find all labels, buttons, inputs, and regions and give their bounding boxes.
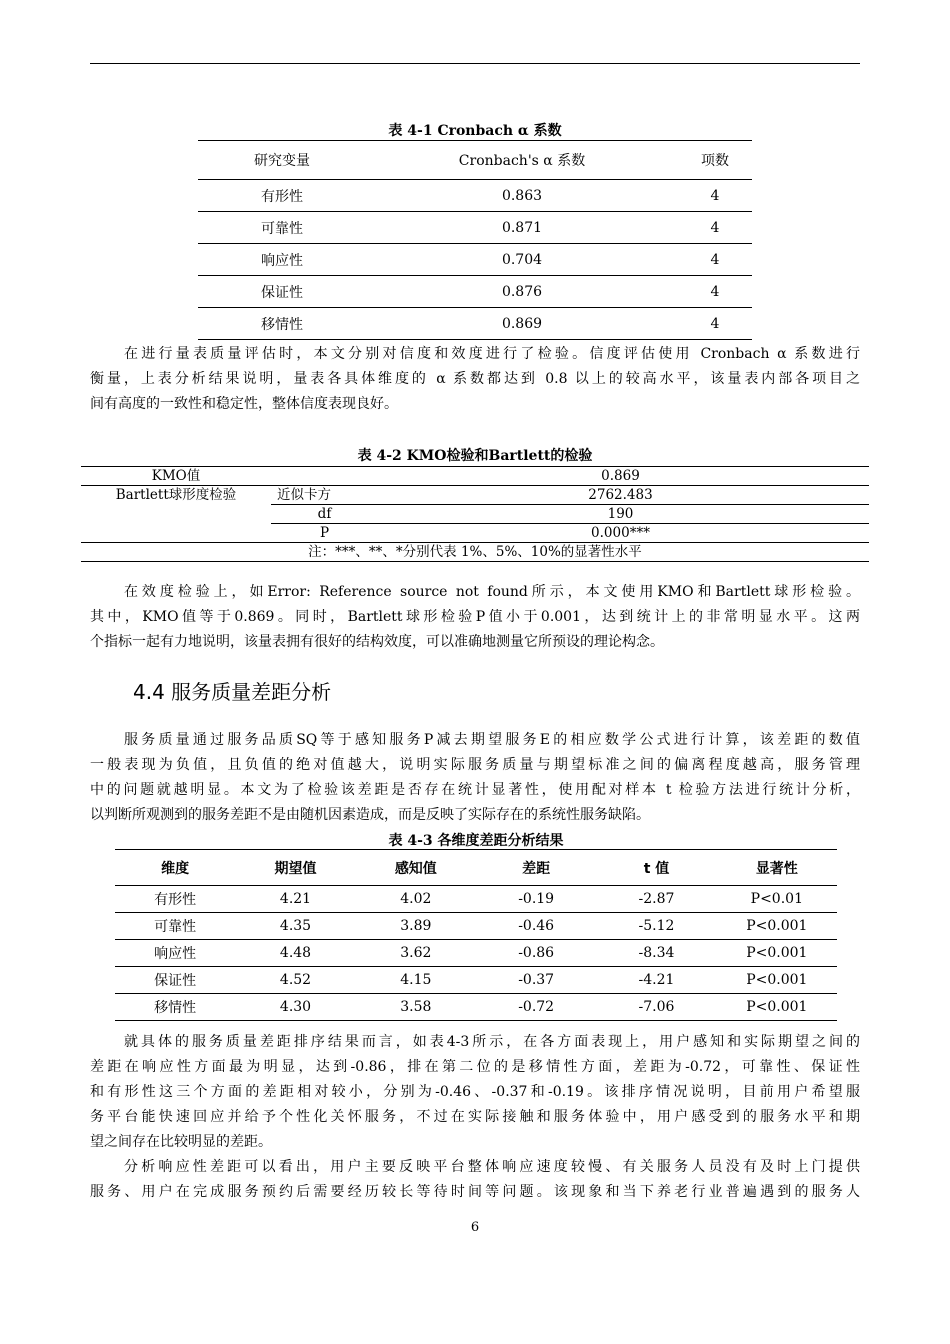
table-cell: 移情性 bbox=[198, 308, 366, 340]
paragraph bbox=[90, 342, 860, 417]
text-line: 和有形性这三个方面的差距相对较小，分别为-0.46、-0.37和-0.19。该排序情况说明，目前用户希望服 bbox=[90, 1084, 860, 1100]
text-line: 以判断所观测到的服务差距不是由随机因素造成，而是反映了实际存在的系统性服务缺陷。 bbox=[90, 807, 650, 823]
table1-header: 研究变量 bbox=[198, 141, 366, 180]
table-cell: P bbox=[271, 524, 372, 543]
table-row bbox=[198, 308, 752, 340]
table-cell: -5.12 bbox=[596, 913, 716, 940]
table-cell: 4.21 bbox=[235, 886, 355, 913]
paragraph bbox=[90, 728, 860, 828]
text-line: 间有高度的一致性和稳定性，整体信度表现良好。 bbox=[90, 396, 398, 412]
table-cell: 近似卡方 bbox=[271, 486, 372, 505]
table-cell: 4.35 bbox=[235, 913, 355, 940]
table-cell: 4 bbox=[678, 244, 752, 276]
table1-caption: 表 4-1 Cronbach α 系数 bbox=[388, 123, 562, 139]
paragraph bbox=[90, 1155, 860, 1205]
table-cell: 3.58 bbox=[356, 994, 476, 1021]
paragraph bbox=[90, 1030, 860, 1155]
text-line: 服务、用户在完成服务预约后需要经历较长等待时间等问题。该现象和当下养老行业普遍遇到的服务人 bbox=[90, 1184, 860, 1200]
table-cell: df bbox=[271, 505, 372, 524]
text-line: 其中，KMO值等于0.869。同时，Bartlett球形检验P值小于0.001，达到统计上的非常明显水平。这两 bbox=[90, 609, 860, 625]
table3 bbox=[115, 849, 837, 1021]
table-cell: 有形性 bbox=[115, 886, 235, 913]
table-row bbox=[115, 886, 837, 913]
table3-header: 维度 bbox=[115, 850, 235, 886]
table-row bbox=[198, 212, 752, 244]
table-cell: P<0.001 bbox=[717, 967, 837, 994]
table-row bbox=[115, 913, 837, 940]
table-cell: 可靠性 bbox=[115, 913, 235, 940]
paragraph bbox=[90, 580, 860, 655]
table-cell: P<0.001 bbox=[717, 994, 837, 1021]
table-cell: 190 bbox=[372, 505, 869, 524]
table-cell: 0.869 bbox=[366, 308, 678, 340]
table-cell: 4.48 bbox=[235, 940, 355, 967]
table-cell: -0.86 bbox=[476, 940, 596, 967]
table2-caption: 表 4-2 KMO检验和Bartlett的检验 bbox=[357, 448, 593, 464]
table-cell: 0.863 bbox=[366, 180, 678, 212]
table3-header: 感知值 bbox=[356, 850, 476, 886]
bartlett-label: Bartlett球形度检验 bbox=[81, 486, 271, 543]
table-cell: 保证性 bbox=[198, 276, 366, 308]
kmo-label: KMO值 bbox=[81, 467, 271, 486]
table-cell: 移情性 bbox=[115, 994, 235, 1021]
table3-header: 显著性 bbox=[717, 850, 837, 886]
table-row bbox=[198, 180, 752, 212]
table-cell: -0.37 bbox=[476, 967, 596, 994]
table-row bbox=[198, 276, 752, 308]
table-row bbox=[198, 244, 752, 276]
section-heading: 4.4 服务质量差距分析 bbox=[133, 680, 332, 704]
table-note: 注：***、**、*分别代表 1%、5%、10%的显著性水平 bbox=[81, 543, 869, 562]
table-cell: 4.52 bbox=[235, 967, 355, 994]
text-line: 分析响应性差距可以看出，用户主要反映平台整体响应速度较慢、有关服务人员没有及时上门提供 bbox=[124, 1159, 860, 1175]
table-cell: 响应性 bbox=[115, 940, 235, 967]
table-cell: -2.87 bbox=[596, 886, 716, 913]
text-line: 个指标一起有力地说明，该量表拥有很好的结构效度，可以准确地测量它所预设的理论构念。 bbox=[90, 634, 664, 650]
table-cell: -7.06 bbox=[596, 994, 716, 1021]
table-cell: 可靠性 bbox=[198, 212, 366, 244]
text-line: 中的问题就越明显。本文为了检验该差距是否存在统计显著性，使用配对样本 t 检验方法进行统计分析， bbox=[90, 782, 860, 798]
kmo-value: 0.869 bbox=[372, 467, 869, 486]
text-line: 一般表现为负值，且负值的绝对值越大，说明实际服务质量与期望标准之间的偏离程度越高，服务管理 bbox=[90, 757, 860, 773]
table-cell: 0.876 bbox=[366, 276, 678, 308]
table3-header: 差距 bbox=[476, 850, 596, 886]
table-cell: 4.15 bbox=[356, 967, 476, 994]
table-cell: 有形性 bbox=[198, 180, 366, 212]
page-number: 6 bbox=[470, 1220, 480, 1235]
table-cell: 保证性 bbox=[115, 967, 235, 994]
table-cell: -8.34 bbox=[596, 940, 716, 967]
table-cell: 2762.483 bbox=[372, 486, 869, 505]
table-cell: 4.02 bbox=[356, 886, 476, 913]
table-row bbox=[115, 967, 837, 994]
text-line: 望之间存在比较明显的差距。 bbox=[90, 1134, 272, 1150]
table1-header: Cronbach's α 系数 bbox=[366, 141, 678, 180]
table1-header: 项数 bbox=[678, 141, 752, 180]
table-cell: -0.46 bbox=[476, 913, 596, 940]
table-cell: P<0.001 bbox=[717, 940, 837, 967]
text-line: 衡量，上表分析结果说明，量表各具体维度的 α 系数都达到 0.8 以上的较高水平，该量表内部各项目之 bbox=[90, 371, 860, 387]
table-cell: 0.000*** bbox=[372, 524, 869, 543]
table1 bbox=[198, 140, 752, 340]
table-cell: 3.62 bbox=[356, 940, 476, 967]
text-line: 服务质量通过服务品质SQ等于感知服务P减去期望服务E的相应数学公式进行计算，该差距的数值 bbox=[124, 732, 860, 748]
table-cell: P<0.01 bbox=[717, 886, 837, 913]
header-rule bbox=[90, 63, 860, 64]
table-cell: P<0.001 bbox=[717, 913, 837, 940]
table-cell: 0.704 bbox=[366, 244, 678, 276]
table-cell: 4 bbox=[678, 308, 752, 340]
text-line: 差距在响应性方面最为明显，达到-0.86，排在第二位的是移情性方面，差距为-0.72，可靠性、保证性 bbox=[90, 1059, 860, 1075]
table3-header: t 值 bbox=[596, 850, 716, 886]
table3-header: 期望值 bbox=[235, 850, 355, 886]
table-cell: 0.871 bbox=[366, 212, 678, 244]
table-cell: -4.21 bbox=[596, 967, 716, 994]
table-row bbox=[115, 940, 837, 967]
text-line: 在效度检验上，如Error: Reference source not found所示，本文使用KMO和Bartlett球形检验。 bbox=[124, 584, 860, 600]
text-line: 就具体的服务质量差距排序结果而言，如表4-3所示，在各方面表现上，用户感知和实际期望之间的 bbox=[124, 1034, 860, 1050]
table2 bbox=[81, 466, 869, 562]
table-cell: -0.19 bbox=[476, 886, 596, 913]
table-cell: 4 bbox=[678, 212, 752, 244]
table-row bbox=[115, 994, 837, 1021]
text-line: 在进行量表质量评估时，本文分别对信度和效度进行了检验。信度评估使用 Cronbach α 系数进行 bbox=[124, 346, 860, 362]
table-cell: 4.30 bbox=[235, 994, 355, 1021]
table3-caption: 表 4-3 各维度差距分析结果 bbox=[388, 833, 564, 849]
table-cell: 4 bbox=[678, 276, 752, 308]
table-cell: 4 bbox=[678, 180, 752, 212]
table-cell: 3.89 bbox=[356, 913, 476, 940]
text-line: 务平台能快速回应并给予个性化关怀服务，不过在实际接触和服务体验中，用户感受到的服务水平和期 bbox=[90, 1109, 860, 1125]
table-cell: -0.72 bbox=[476, 994, 596, 1021]
table-cell: 响应性 bbox=[198, 244, 366, 276]
